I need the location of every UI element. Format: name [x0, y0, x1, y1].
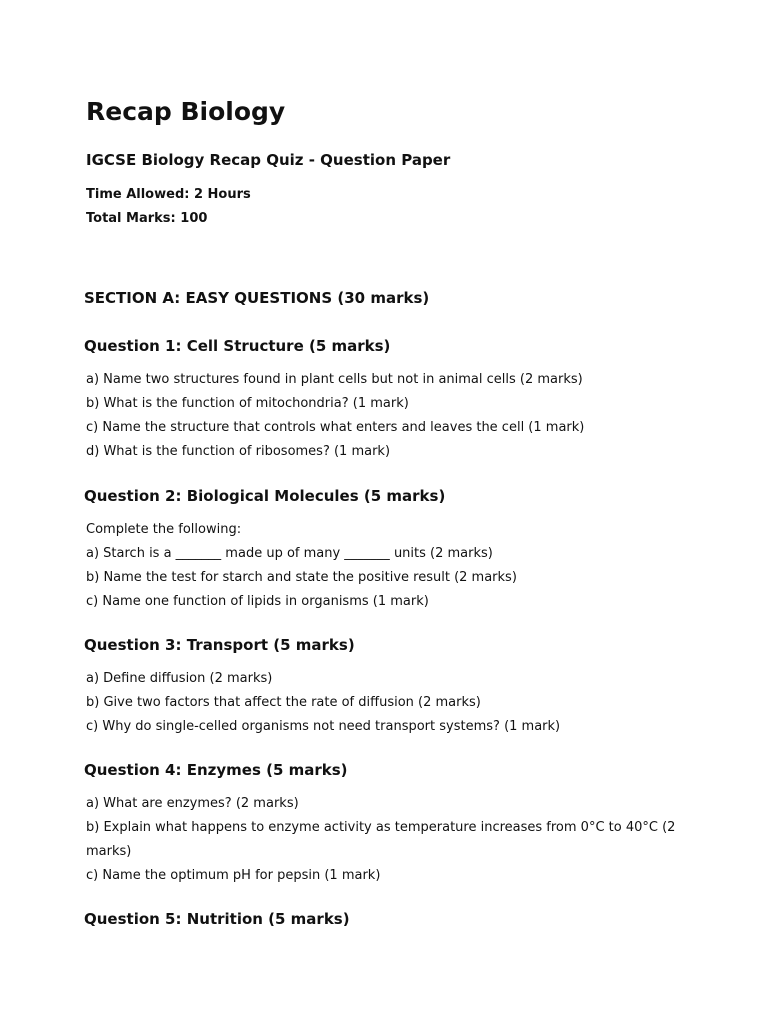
section-a-heading: SECTION A: EASY QUESTIONS (30 marks)	[84, 289, 430, 307]
question-part: b) Give two factors that affect the rate of diffusion (2 marks)	[86, 695, 481, 710]
question-parts	[86, 368, 704, 464]
question-part: c) Name one function of lipids in organisms (1 mark)	[86, 594, 429, 609]
question-parts	[86, 667, 704, 739]
question-part: a) Starch is a _______ made up of many _______ units (2 marks)	[86, 546, 493, 561]
question-part: a) What are enzymes? (2 marks)	[86, 796, 299, 811]
exam-info	[86, 183, 251, 231]
total-marks: Total Marks: 100	[86, 211, 208, 226]
question-part: b) What is the function of mitochondria? (1 mark)	[86, 396, 409, 411]
question-part: b) Explain what happens to enzyme activity as temperature increases from 0°C to 40°C (2 marks)	[86, 820, 676, 859]
question-1	[84, 336, 704, 464]
question-part: a) Define diffusion (2 marks)	[86, 671, 273, 686]
document-subtitle: IGCSE Biology Recap Quiz - Question Paper	[86, 151, 451, 169]
question-instruction: Complete the following:	[86, 522, 242, 537]
question-heading: Question 4: Enzymes (5 marks)	[84, 761, 348, 779]
question-5	[84, 909, 704, 929]
time-allowed: Time Allowed: 2 Hours	[86, 187, 251, 202]
question-part: c) Name the optimum pH for pepsin (1 mark)	[86, 868, 381, 883]
question-heading: Question 3: Transport (5 marks)	[84, 636, 355, 654]
question-3	[84, 635, 704, 739]
question-parts	[86, 518, 704, 614]
question-4	[84, 760, 704, 888]
question-2	[84, 486, 704, 614]
question-part: a) Name two structures found in plant cells but not in animal cells (2 marks)	[86, 372, 583, 387]
question-part: c) Why do single-celled organisms not need transport systems? (1 mark)	[86, 719, 561, 734]
question-part: b) Name the test for starch and state the positive result (2 marks)	[86, 570, 517, 585]
question-heading: Question 5: Nutrition (5 marks)	[84, 910, 350, 928]
question-parts	[86, 792, 704, 888]
document-title: Recap Biology	[86, 97, 286, 126]
question-part: d) What is the function of ribosomes? (1 mark)	[86, 444, 391, 459]
question-heading: Question 1: Cell Structure (5 marks)	[84, 337, 391, 355]
question-part: c) Name the structure that controls what enters and leaves the cell (1 mark)	[86, 420, 585, 435]
question-heading: Question 2: Biological Molecules (5 marks)	[84, 487, 446, 505]
